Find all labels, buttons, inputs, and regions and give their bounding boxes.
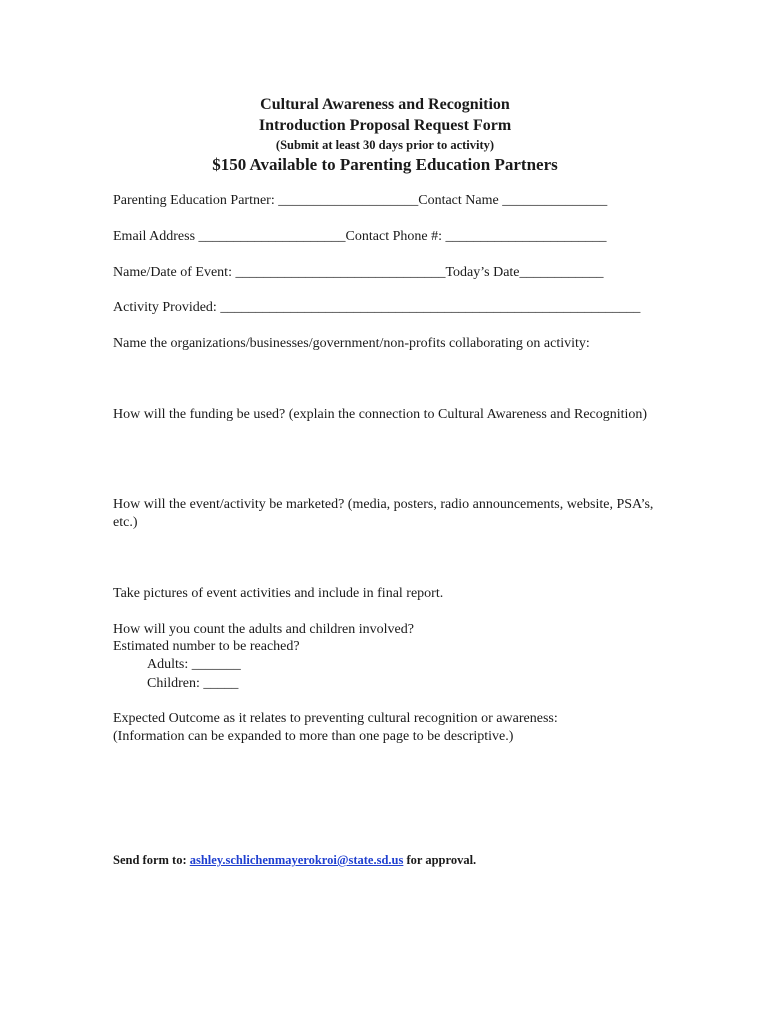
- outcome-question: Expected Outcome as it relates to preventing cultural recognition or awareness:: [113, 711, 558, 726]
- form-title-line1: Cultural Awareness and Recognition: [260, 96, 510, 113]
- adults-field[interactable]: Adults: _______: [147, 657, 241, 672]
- activity-field[interactable]: Activity Provided: ____________________________________________________________: [113, 300, 641, 315]
- submit-note: (Submit at least 30 days prior to activity): [275, 138, 495, 152]
- send-suffix: for approval.: [403, 853, 477, 867]
- funding-question: How will the funding be used? (explain the connection to Cultural Awareness and Recognition): [113, 407, 648, 422]
- children-field[interactable]: Children: _____: [147, 676, 239, 691]
- outcome-note: (Information can be expanded to more than one page to be descriptive.): [113, 729, 514, 744]
- send-prefix: Send form to:: [113, 853, 190, 867]
- pictures-instruction: Take pictures of event activities and include in final report.: [113, 586, 444, 601]
- form-title-line2: Introduction Proposal Request Form: [258, 117, 512, 134]
- organizations-question: Name the organizations/businesses/government/non-profits collaborating on activity:: [113, 336, 590, 351]
- marketing-question: How will the event/activity be marketed? (media, posters, radio announcements, website, PSA’s, etc.): [113, 497, 654, 530]
- send-form-line: [113, 851, 476, 869]
- event-date-field[interactable]: Name/Date of Event: ______________________________Today’s Date____________: [113, 265, 604, 280]
- approval-email-link[interactable]: ashley.schlichenmayerokroi@state.sd.us: [189, 853, 404, 867]
- funding-heading: $150 Available to Parenting Education Partners: [212, 155, 558, 174]
- email-phone-field[interactable]: Email Address _____________________Contact Phone #: _______________________: [113, 229, 607, 244]
- count-question: How will you count the adults and children involved?: [113, 622, 414, 637]
- estimated-question: Estimated number to be reached?: [113, 639, 300, 654]
- partner-contact-field[interactable]: Parenting Education Partner: ____________________Contact Name _______________: [113, 193, 608, 208]
